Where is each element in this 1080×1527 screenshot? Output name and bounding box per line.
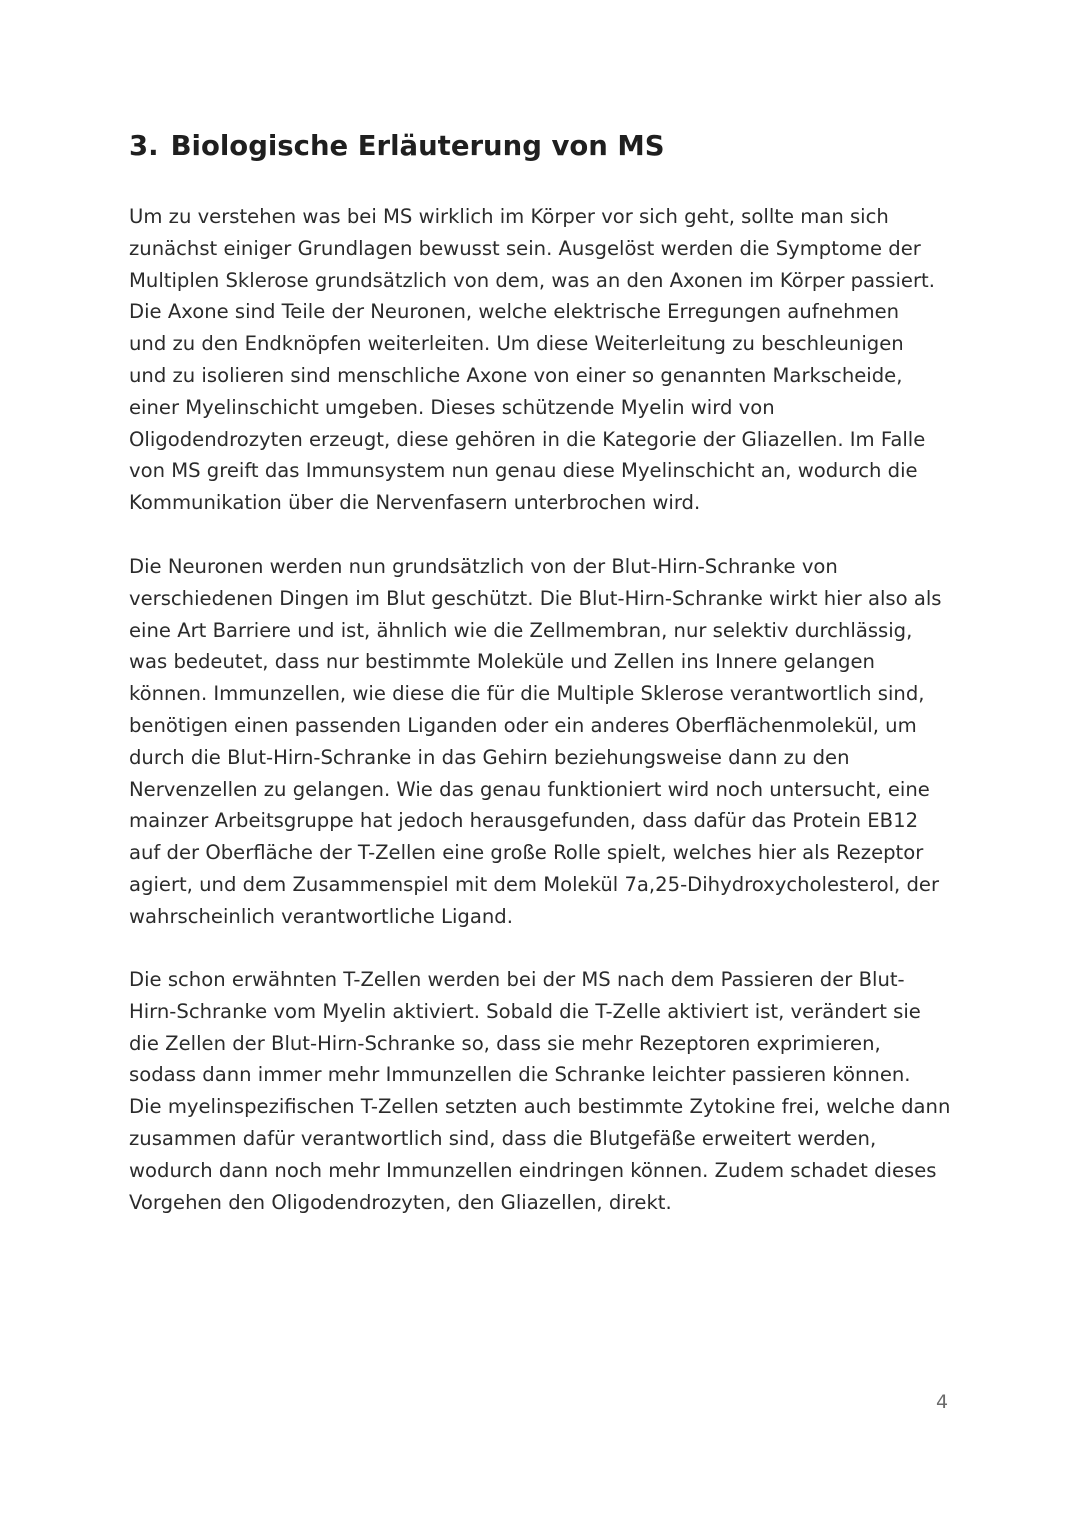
text-line: die Zellen der Blut-Hirn-Schranke so, dass sie mehr Rezeptoren exprimieren, <box>129 1031 881 1055</box>
paragraph-1 <box>129 201 935 519</box>
text-line: was bedeutet, dass nur bestimmte Moleküle und Zellen ins Innere gelangen <box>129 650 875 674</box>
text-line: Nervenzellen zu gelangen. Wie das genau funktioniert wird noch untersucht, eine <box>129 777 930 801</box>
section-number: 3. <box>129 130 159 162</box>
text-line: Die myelinspezifischen T-Zellen setzten auch bestimmte Zytokine frei, welche dann <box>129 1095 951 1119</box>
text-line: können. Immunzellen, wie diese die für die Multiple Sklerose verantwortlich sind, <box>129 682 925 706</box>
text-line: Die Neuronen werden nun grundsätzlich von der Blut-Hirn-Schranke von <box>129 555 838 578</box>
text-line: verschiedenen Dingen im Blut geschützt. Die Blut-Hirn-Schranke wirkt hier also als <box>129 586 942 610</box>
section-title: Biologische Erläuterung von MS <box>170 130 665 162</box>
text-line: Die schon erwähnten T-Zellen werden bei der MS nach dem Passieren der Blut- <box>129 968 905 991</box>
paragraph-2 <box>129 551 942 933</box>
text-line: wodurch dann noch mehr Immunzellen eindringen können. Zudem schadet dieses <box>129 1158 937 1182</box>
text-line: Multiplen Sklerose grundsätzlich von dem, was an den Axonen im Körper passiert. <box>129 268 935 292</box>
text-line: von MS greift das Immunsystem nun genau diese Myelinschicht an, wodurch die <box>129 459 918 483</box>
text-line: Die Axone sind Teile der Neuronen, welche elektrische Erregungen aufnehmen <box>129 300 900 324</box>
text-line: auf der Oberfläche der T-Zellen eine große Rolle spielt, welches hier als Rezeptor <box>129 841 924 865</box>
text-line: benötigen einen passenden Liganden oder ein anderes Oberflächenmolekül, um <box>129 713 917 737</box>
text-line: einer Myelinschicht umgeben. Dieses schützende Myelin wird von <box>129 395 775 419</box>
page-number: 4 <box>936 1391 949 1413</box>
text-line: Kommunikation über die Nervenfasern unterbrochen wird. <box>129 491 701 515</box>
text-line: agiert, und dem Zusammenspiel mit dem Molekül 7a,25-Dihydroxycholesterol, der <box>129 872 940 896</box>
section-heading <box>129 126 665 166</box>
paragraph-3 <box>129 964 950 1218</box>
text-line: und zu isolieren sind menschliche Axone von einer so genannten Markscheide, <box>129 363 903 387</box>
text-line: Oligodendrozyten erzeugt, diese gehören in die Kategorie der Gliazellen. Im Falle <box>129 427 926 451</box>
text-line: Vorgehen den Oligodendrozyten, den Gliazellen, direkt. <box>129 1190 672 1214</box>
text-line: und zu den Endknöpfen weiterleiten. Um diese Weiterleitung zu beschleunigen <box>129 332 904 356</box>
text-line: zunächst einiger Grundlagen bewusst sein. Ausgelöst werden die Symptome der <box>129 236 921 260</box>
text-line: mainzer Arbeitsgruppe hat jedoch herausgefunden, dass dafür das Protein EB12 <box>129 809 919 833</box>
text-line: zusammen dafür verantwortlich sind, dass die Blutgefäße erweitert werden, <box>129 1126 877 1150</box>
text-line: eine Art Barriere und ist, ähnlich wie die Zellmembran, nur selektiv durchlässig, <box>129 618 913 642</box>
text-line: durch die Blut-Hirn-Schranke in das Gehirn beziehungsweise dann zu den <box>129 745 850 769</box>
text-line: Um zu verstehen was bei MS wirklich im Körper vor sich geht, sollte man sich <box>129 205 889 228</box>
text-line: Hirn-Schranke vom Myelin aktiviert. Sobald die T-Zelle aktiviert ist, verändert sie <box>129 999 921 1023</box>
text-line: wahrscheinlich verantwortliche Ligand. <box>129 904 513 928</box>
text-line: sodass dann immer mehr Immunzellen die Schranke leichter passieren können. <box>129 1063 911 1087</box>
